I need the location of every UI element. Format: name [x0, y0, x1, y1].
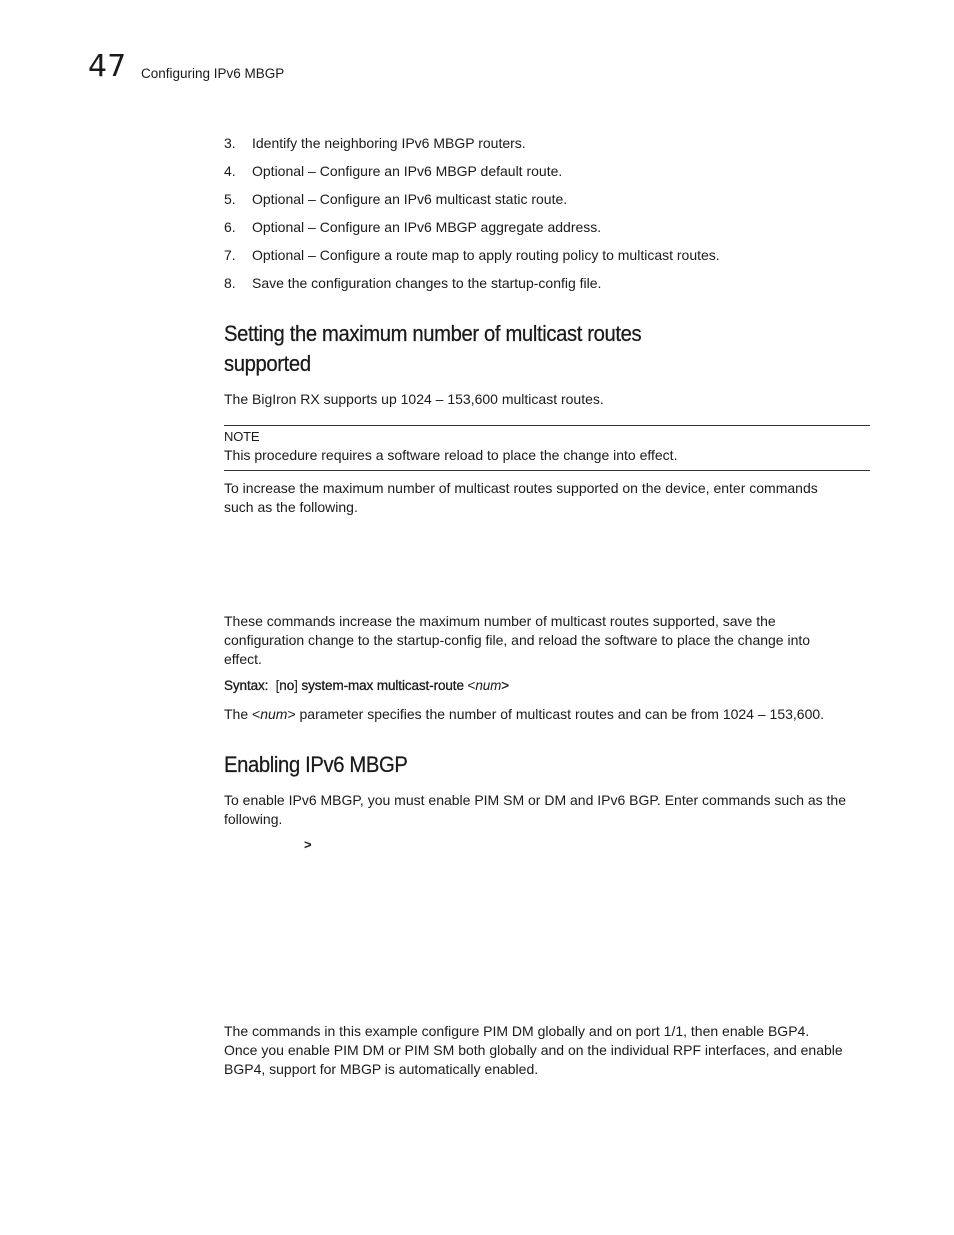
step-text: Optional – Configure an IPv6 multicast static route.: [252, 191, 568, 207]
paragraph: [224, 612, 810, 669]
paragraph-line: To increase the maximum number of multicast routes supported on the device, enter commands: [224, 480, 818, 496]
syntax-lt: <: [467, 678, 476, 693]
heading-line: supported: [224, 351, 311, 376]
chapter-number: 47: [88, 49, 127, 84]
param-pre: The <: [224, 706, 261, 722]
note-text: This procedure requires a software reload to place the change into effect.: [224, 447, 678, 463]
paragraph-line: effect.: [224, 651, 262, 667]
list-item: [224, 274, 720, 302]
param-description: [224, 705, 824, 724]
step-text: Save the configuration changes to the startup-config file.: [252, 275, 602, 291]
heading-line: Setting the maximum number of multicast routes: [224, 321, 642, 346]
step-text: Identify the neighboring IPv6 MBGP routers.: [252, 135, 526, 151]
paragraph: [224, 1022, 843, 1079]
paragraph-line: The commands in this example configure PIM DM globally and on port 1/1, then enable BGP4.: [224, 1023, 810, 1039]
syntax-line: [224, 678, 509, 693]
paragraph: [224, 791, 846, 829]
paragraph-line: To enable IPv6 MBGP, you must enable PIM SM or DM and IPv6 BGP. Enter commands such as the: [224, 792, 847, 808]
intro-paragraph: The BigIron RX supports up 1024 – 153,600 multicast routes.: [224, 391, 604, 407]
syntax-gt: >: [501, 678, 510, 693]
paragraph-line: configuration change to the startup-config file, and reload the software to place the change into: [224, 632, 811, 648]
syntax-param: num: [475, 678, 502, 693]
syntax-bracket: ]: [294, 678, 298, 693]
syntax-no: no: [279, 678, 295, 693]
paragraph-line: following.: [224, 811, 283, 827]
section-heading-enabling: [224, 750, 423, 780]
syntax-command: system-max multicast-route: [301, 678, 464, 693]
list-item: [224, 246, 720, 274]
param-name: num: [260, 706, 288, 722]
step-number: 6.: [224, 219, 236, 235]
step-number: 8.: [224, 275, 236, 291]
step-list: [224, 134, 720, 302]
section-heading-max-routes: [224, 319, 678, 379]
step-text: Optional – Configure an IPv6 MBGP aggregate address.: [252, 219, 602, 235]
cli-prompt: >: [304, 837, 312, 852]
paragraph-line: These commands increase the maximum number of multicast routes supported, save the: [224, 613, 776, 629]
step-text: Optional – Configure a route map to apply routing policy to multicast routes.: [252, 247, 720, 263]
list-item: [224, 190, 720, 218]
list-item: [224, 218, 720, 246]
paragraph-line: such as the following.: [224, 499, 358, 515]
step-text: Optional – Configure an IPv6 MBGP default route.: [252, 163, 563, 179]
note-box: [224, 425, 870, 471]
step-number: 4.: [224, 163, 236, 179]
step-number: 3.: [224, 135, 236, 151]
syntax-bracket: [: [275, 678, 280, 693]
note-label: NOTE: [224, 429, 260, 444]
step-number: 5.: [224, 191, 236, 207]
list-item: [224, 162, 720, 190]
paragraph-line: BGP4, support for MBGP is automatically enabled.: [224, 1061, 539, 1077]
paragraph-line: Once you enable PIM DM or PIM SM both globally and on the individual RPF interfaces, and enable: [224, 1042, 843, 1058]
syntax-label: Syntax:: [224, 678, 269, 693]
chapter-title: Configuring IPv6 MBGP: [141, 66, 285, 81]
list-item: [224, 134, 720, 162]
step-number: 7.: [224, 247, 236, 263]
paragraph: [224, 479, 818, 517]
param-post: > parameter specifies the number of multicast routes and can be from 1024 – 153,600.: [287, 706, 825, 722]
heading-line: Enabling IPv6 MBGP: [224, 752, 408, 777]
